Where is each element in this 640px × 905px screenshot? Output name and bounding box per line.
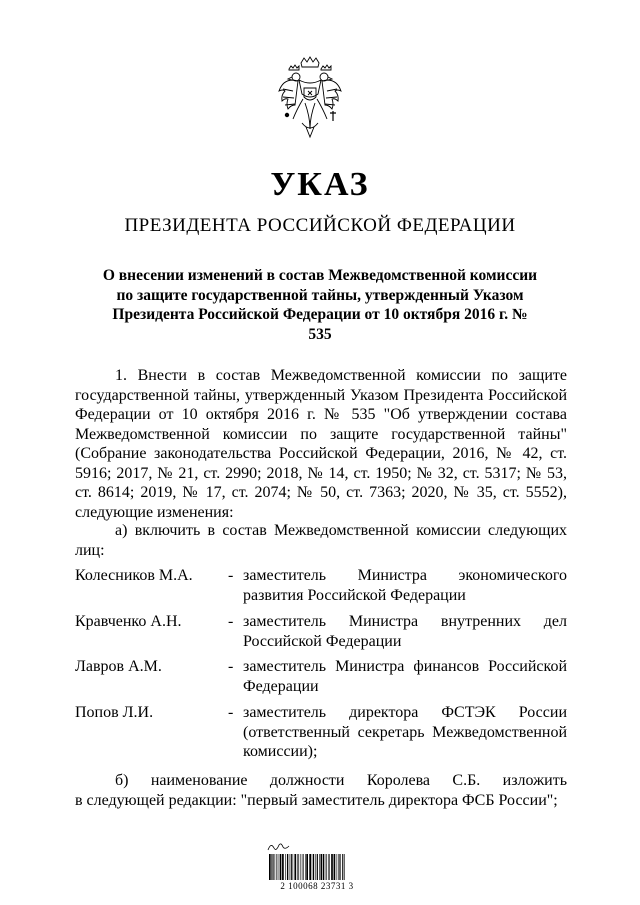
barcode-bar: [323, 854, 324, 880]
barcode-bar: [275, 854, 276, 880]
barcode-bar: [319, 854, 320, 880]
barcode-bar: [297, 854, 298, 880]
barcode-bar: [321, 854, 323, 880]
barcode: [262, 840, 372, 895]
barcode-bar: [282, 854, 284, 880]
barcode-bar: [325, 854, 326, 880]
paragraph-a: а) включить в состав Межведомственной комиссии следующих лиц:: [75, 522, 567, 559]
barcode-bar: [302, 854, 303, 880]
paragraph-1: 1. Внести в состав Межведомственной комиссии по защите государственной тайны, утвержденный Указом Президента Российской Федерации от 10 октября 2016 г. № 535 "Об утверждении состава Межведомственной комиссии по защите государственной тайны" (Собрание законодательства Российской Федерации, 2016, № 42, ст. 5916; 2017, № 21, ст. 2990; 2018, № 14, ст. 1950; № 32, ст. 5317; № 53, ст. 8614; 2019, № 17, ст. 2074; № 50, ст. 7363; 2020, № 35, ст. 5552), следующие изменения:: [75, 367, 567, 521]
barcode-bar: [293, 854, 294, 880]
barcode-bar: [269, 854, 271, 880]
barcode-bar: [328, 854, 329, 880]
member-dash: -: [228, 704, 234, 721]
barcode-number: 2 100068 23731 3: [280, 881, 354, 891]
barcode-bar: [329, 854, 330, 880]
barcode-bar: [291, 854, 292, 880]
barcode-bar: [338, 854, 339, 880]
barcode-bar: [315, 854, 316, 880]
barcode-bar: [285, 854, 286, 880]
paragraph-b-line-2: в следующей редакции: "первый заместитель директора ФСБ России";: [75, 791, 558, 809]
decree-heading: О внесении изменений в состав Межведомственной комиссии по защите государственной тайны, утвержденный Указом Президента Российской Федерации от 10 октября 2016 г. № 535: [102, 267, 538, 343]
member-dash: -: [228, 567, 234, 584]
member-name: Колесников М.А.: [75, 567, 193, 584]
barcode-bar: [303, 854, 304, 880]
barcode-bar: [271, 854, 272, 880]
member-position: заместитель Министра финансов Российской Федерации: [243, 658, 567, 695]
paragraph-b: [75, 771, 567, 810]
barcode-bar: [278, 854, 279, 880]
barcode-bar: [289, 854, 290, 880]
barcode-bar: [337, 854, 338, 880]
barcode-bar: [280, 854, 282, 880]
barcode-bars: [268, 854, 368, 880]
barcode-bar: [305, 854, 306, 880]
barcode-bar: [294, 854, 296, 880]
member-name: Кравченко А.Н.: [75, 613, 182, 630]
member-dash: -: [228, 613, 234, 630]
barcode-bar: [273, 854, 274, 880]
barcode-bar: [340, 854, 341, 880]
barcode-bar: [300, 854, 301, 880]
barcode-bar: [312, 854, 313, 880]
barcode-bar: [326, 854, 327, 880]
coat-of-arms-emblem: [277, 55, 343, 141]
barcode-bar: [331, 854, 333, 880]
document-subtitle: ПРЕЗИДЕНТА РОССИЙСКОЙ ФЕДЕРАЦИИ: [124, 215, 516, 236]
member-name: Попов Л.И.: [75, 704, 154, 721]
paragraph-b-line-1: б) наименование должности Королева С.Б. изложить: [115, 772, 567, 789]
barcode-bar: [342, 854, 343, 880]
barcode-bar: [276, 854, 277, 880]
document-title: УКАЗ: [270, 166, 370, 203]
barcode-bar: [306, 854, 308, 880]
barcode-bar: [309, 854, 311, 880]
barcode-bar: [334, 854, 336, 880]
member-position: заместитель Министра внутренних дел Российской Федерации: [243, 613, 567, 650]
member-dash: -: [228, 658, 234, 675]
barcode-bar: [344, 854, 345, 880]
member-name: Лавров А.М.: [75, 658, 162, 675]
barcode-bar: [313, 854, 314, 880]
signature-mark-icon: [262, 840, 302, 852]
member-position: заместитель директора ФСТЭК России (ответственный секретарь Межведомственной комиссии);: [243, 704, 567, 760]
barcode-bar: [287, 854, 288, 880]
barcode-bar: [317, 854, 318, 880]
member-position: заместитель Министра экономического развития Российской Федерации: [243, 567, 567, 604]
